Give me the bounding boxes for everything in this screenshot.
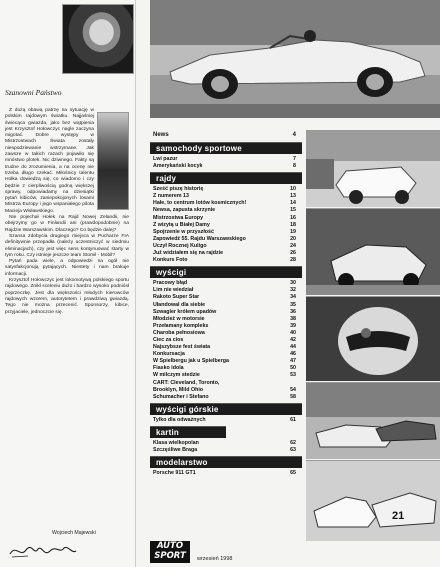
toc-entry[interactable] bbox=[150, 200, 302, 207]
toc-entry-title: Spojrzenie w przyszłość bbox=[153, 228, 214, 235]
toc-section-header: kartin bbox=[150, 426, 226, 438]
toc-entry[interactable] bbox=[150, 193, 302, 200]
editorial-paragraph: Z dużą obawą patrzę na sytuację w polskim rajdowym światku. Najjaśniej świecąca gwiazda, jako bez wątpienia jest Krzysztof Hołowczyc nagle zaczyna migotać. Dobre występy w Mistrzostwach Świata zostały niespodziewanie wstrzymane. Jak zawsze w takich razach pojawiło się mnóstwo plotek. Nic dziwnego. Fakty są trudne do zrozumienia, a na ocenę nie trzeba długo czekać. Miłośnicy talentu Hołka dowiedzą się, co wiadomo i czy będzie z cierpliwością godną większej sprawy, odpowiadamy na dziesiątki pytań kibiców, zaniepokojonych losami Mistrza Europy i jego wspaniałego pilota Macieja Wisławskiego. bbox=[5, 108, 94, 214]
toc-entry[interactable] bbox=[150, 186, 302, 193]
toc-entry[interactable] bbox=[150, 394, 302, 401]
toc-entry[interactable] bbox=[150, 372, 302, 379]
toc-entry[interactable] bbox=[150, 358, 302, 365]
toc-entry-page: 65 bbox=[290, 470, 296, 477]
toc-entry-title: Szwagier królem upadów bbox=[153, 308, 217, 315]
table-of-contents bbox=[150, 130, 302, 477]
editorial-paragraph: Nie pojechał Hołek na Rajd Nowej Zelandii, nie obejrzymy go w Finlandii ani (prawdopodobnie) na Rajdzie Warszawskim. Dlaczego? Co będzie dalej? bbox=[5, 215, 129, 233]
toc-entry-page: 32 bbox=[290, 287, 296, 294]
toc-entry-title: Pracowy błąd bbox=[153, 280, 188, 287]
karting-photo bbox=[306, 460, 440, 541]
toc-entry[interactable] bbox=[150, 337, 302, 344]
toc-entry-page: 20 bbox=[290, 235, 296, 242]
toc-entry-page: 30 bbox=[290, 280, 296, 287]
toc-entry-page: 8 bbox=[293, 163, 296, 170]
toc-entry-page: 61 bbox=[290, 416, 296, 423]
toc-entry[interactable] bbox=[150, 447, 302, 454]
toc-entry-title: News bbox=[153, 132, 169, 138]
toc-entry[interactable] bbox=[150, 365, 302, 372]
toc-entry-title: Przełamany kompleks bbox=[153, 322, 209, 329]
toc-entry-page: 19 bbox=[290, 228, 296, 235]
toc-section-header: rajdy bbox=[150, 172, 302, 184]
toc-entry[interactable] bbox=[150, 207, 302, 214]
toc-entry-title: Charoba pełnosiowa bbox=[153, 329, 205, 336]
toc-entry-page: 34 bbox=[290, 294, 296, 301]
toc-entry-title: W milczym stedzie bbox=[153, 372, 200, 379]
editorial-column bbox=[0, 0, 136, 567]
editor-signature bbox=[8, 542, 78, 560]
toc-entry-title: Schumacher i Stefano bbox=[153, 393, 209, 400]
toc-section-header: wyścigi górskie bbox=[150, 403, 302, 415]
toc-entry[interactable] bbox=[150, 323, 302, 330]
toc-entry-page: 26 bbox=[290, 250, 296, 257]
toc-entry-title: Młodzież w motorsie bbox=[153, 315, 205, 322]
toc-entry[interactable] bbox=[150, 229, 302, 236]
editor-portrait bbox=[62, 4, 134, 74]
toc-entry[interactable] bbox=[150, 302, 302, 309]
toc-entry-page: 50 bbox=[290, 365, 296, 372]
toc-entry-title: CART: Cleveland, Toronto, bbox=[153, 379, 220, 386]
toc-entry-title: Uczył Rocznej Kuligo bbox=[153, 242, 207, 249]
toc-entry-title: Klasa wielkopolan bbox=[153, 439, 199, 446]
toc-entry[interactable] bbox=[150, 344, 302, 351]
toc-entry[interactable] bbox=[150, 243, 302, 250]
magazine-logo bbox=[150, 541, 190, 563]
toc-entry-title: Mistrzostwa Europy bbox=[153, 214, 204, 221]
toc-entry-page: 47 bbox=[290, 358, 296, 365]
toc-entry-page: 54 bbox=[290, 386, 296, 393]
toc-entry-page: 15 bbox=[290, 207, 296, 214]
toc-entry[interactable] bbox=[150, 440, 302, 447]
toc-entry-page: 18 bbox=[290, 221, 296, 228]
toc-entry-page: 35 bbox=[290, 301, 296, 308]
toc-entry[interactable] bbox=[150, 417, 302, 424]
toc-section-header: samochody sportowe bbox=[150, 142, 302, 154]
toc-entry[interactable] bbox=[150, 387, 302, 394]
toc-entry-title: Już widziałem się na rajdzie bbox=[153, 250, 224, 257]
toc-entry-page: 39 bbox=[290, 322, 296, 329]
toc-entry-title: Ciec za cios bbox=[153, 336, 184, 343]
toc-entry[interactable] bbox=[150, 222, 302, 229]
driver-photo bbox=[97, 112, 129, 210]
toc-entry-page: 53 bbox=[290, 372, 296, 379]
toc-entry-page: 46 bbox=[290, 351, 296, 358]
rally-crowd-photo bbox=[306, 130, 440, 207]
toc-entry[interactable] bbox=[150, 257, 302, 264]
race-cars-photo bbox=[306, 382, 440, 459]
toc-entry[interactable] bbox=[150, 351, 302, 358]
convertible-car-image bbox=[150, 0, 440, 118]
toc-entry-page: 44 bbox=[290, 344, 296, 351]
toc-entry-page: 10 bbox=[290, 186, 296, 193]
toc-entry-page: 36 bbox=[290, 308, 296, 315]
rally-car-night-photo bbox=[306, 208, 440, 295]
hero-car-photo bbox=[150, 0, 440, 118]
toc-entry-page: 38 bbox=[290, 315, 296, 322]
toc-entry-title: Fiasko idola bbox=[153, 365, 184, 372]
toc-entry-title: Konkursacja bbox=[153, 351, 185, 358]
toc-section-header: modelarstwo bbox=[150, 456, 302, 468]
toc-entry-title: Lim nie wiedział bbox=[153, 287, 194, 294]
editorial-paragraph: Pytań pada wiele, a odpowiedzi na ogół nie satysfakcjonują pytających. Niestety i nam brakuje informacji. bbox=[5, 259, 129, 277]
toc-entry-page: 62 bbox=[290, 439, 296, 446]
toc-entry-title: W Spielbergu jak u Spielberga bbox=[153, 358, 229, 365]
toc-entry[interactable] bbox=[150, 380, 302, 387]
editor-name: Wojciech Majewski bbox=[52, 530, 96, 536]
toc-entry-title: Newsa, zapusta skrzynie bbox=[153, 207, 216, 214]
toc-entry-title: Sześć piszę historię bbox=[153, 186, 204, 193]
toc-entry-title: Porsche 911 GT1 bbox=[153, 470, 196, 477]
toc-entry[interactable] bbox=[150, 287, 302, 294]
toc-entry[interactable] bbox=[150, 316, 302, 323]
logo-word-top: AUTO bbox=[156, 541, 184, 551]
issue-date: wrzesień 1998 bbox=[197, 556, 233, 562]
toc-entry-page: 58 bbox=[290, 393, 296, 400]
toc-entry[interactable] bbox=[150, 236, 302, 243]
toc-entry-page: 24 bbox=[290, 242, 296, 249]
rally-car-number: 21 bbox=[392, 510, 405, 522]
toc-entry-title: Ułandowal dla siebie bbox=[153, 301, 206, 308]
toc-entry-title: Lwi pazur bbox=[153, 156, 178, 162]
toc-entry-page: 7 bbox=[293, 156, 296, 162]
toc-entry-page: 63 bbox=[290, 447, 296, 453]
toc-entry[interactable] bbox=[150, 156, 302, 163]
editorial-body bbox=[5, 108, 129, 316]
toc-entry-title: Tylko dla odważnych bbox=[153, 416, 206, 423]
toc-entry-title: Konkurs Foto bbox=[153, 257, 188, 264]
toc-entry[interactable] bbox=[150, 215, 302, 222]
toc-entry-page: 14 bbox=[290, 200, 296, 207]
editorial-paragraph: Krzysztof Hołowczyc jest lokomotywą polskiego sportu rajdowego. Znikł sceleniu dużo i bardzo wysoko podniósł poprzeczkę. Jest dla większości młodych kierowców rajdowych wzorem, autorytetem i prawdziwą gwiazdą. Tego nie można przecenić. Sponsorzy, kibice, przyjaciele, jednoczcie się. bbox=[5, 278, 129, 315]
toc-entry[interactable] bbox=[150, 330, 302, 337]
logo-word-bottom: SPORT bbox=[154, 551, 186, 561]
driver-helmet-photo bbox=[306, 296, 440, 381]
toc-entry-page: 28 bbox=[290, 257, 296, 264]
toc-entry-page: 4 bbox=[292, 132, 296, 138]
toc-section-header: wyścigi bbox=[150, 266, 302, 278]
toc-entry-title: Amerykański kocyk bbox=[153, 163, 203, 170]
toc-entry-title: Zapowiedź 55. Rajdu Warszawskiego bbox=[153, 235, 246, 242]
editorial-paragraph: Szansa zdobycia drugiego miejsca w Pucharze FIA definitywnie przepadła (należy uczestniczyć w siedmiu eliminacjach), czy jest więc sens kontynuować starty w tym roku. Czy istnieje jeszcze team Stomil - Mobil? bbox=[5, 233, 129, 258]
toc-entry-title: Najszybsze fest świata bbox=[153, 344, 211, 351]
toc-entry-page: 40 bbox=[290, 329, 296, 336]
toc-entry-title: Rakoto Super Star bbox=[153, 294, 200, 301]
toc-entry[interactable] bbox=[150, 280, 302, 287]
toc-entry[interactable] bbox=[150, 470, 302, 477]
toc-entry-page: 13 bbox=[290, 193, 296, 200]
toc-entry[interactable] bbox=[150, 294, 302, 301]
toc-entry-title: Szczęśliwe Braga bbox=[153, 447, 198, 453]
toc-entry[interactable] bbox=[150, 250, 302, 257]
toc-entry-page: 16 bbox=[290, 214, 296, 221]
toc-entry-title: Hałe, to centrum lotów kosmicznych! bbox=[153, 200, 247, 207]
editorial-greeting: Szanowni Państwo bbox=[5, 88, 62, 97]
toc-entry-news[interactable] bbox=[150, 130, 302, 140]
toc-entry-title: Z numerem 13 bbox=[153, 193, 189, 200]
toc-entry[interactable] bbox=[150, 163, 302, 170]
toc-entry-title: Brooklyn, Mild Ohio bbox=[153, 386, 204, 393]
toc-entry[interactable] bbox=[150, 309, 302, 316]
toc-entry-title: Z wizytą u Białej Damy bbox=[153, 221, 210, 228]
toc-entry-page: 42 bbox=[290, 336, 296, 343]
